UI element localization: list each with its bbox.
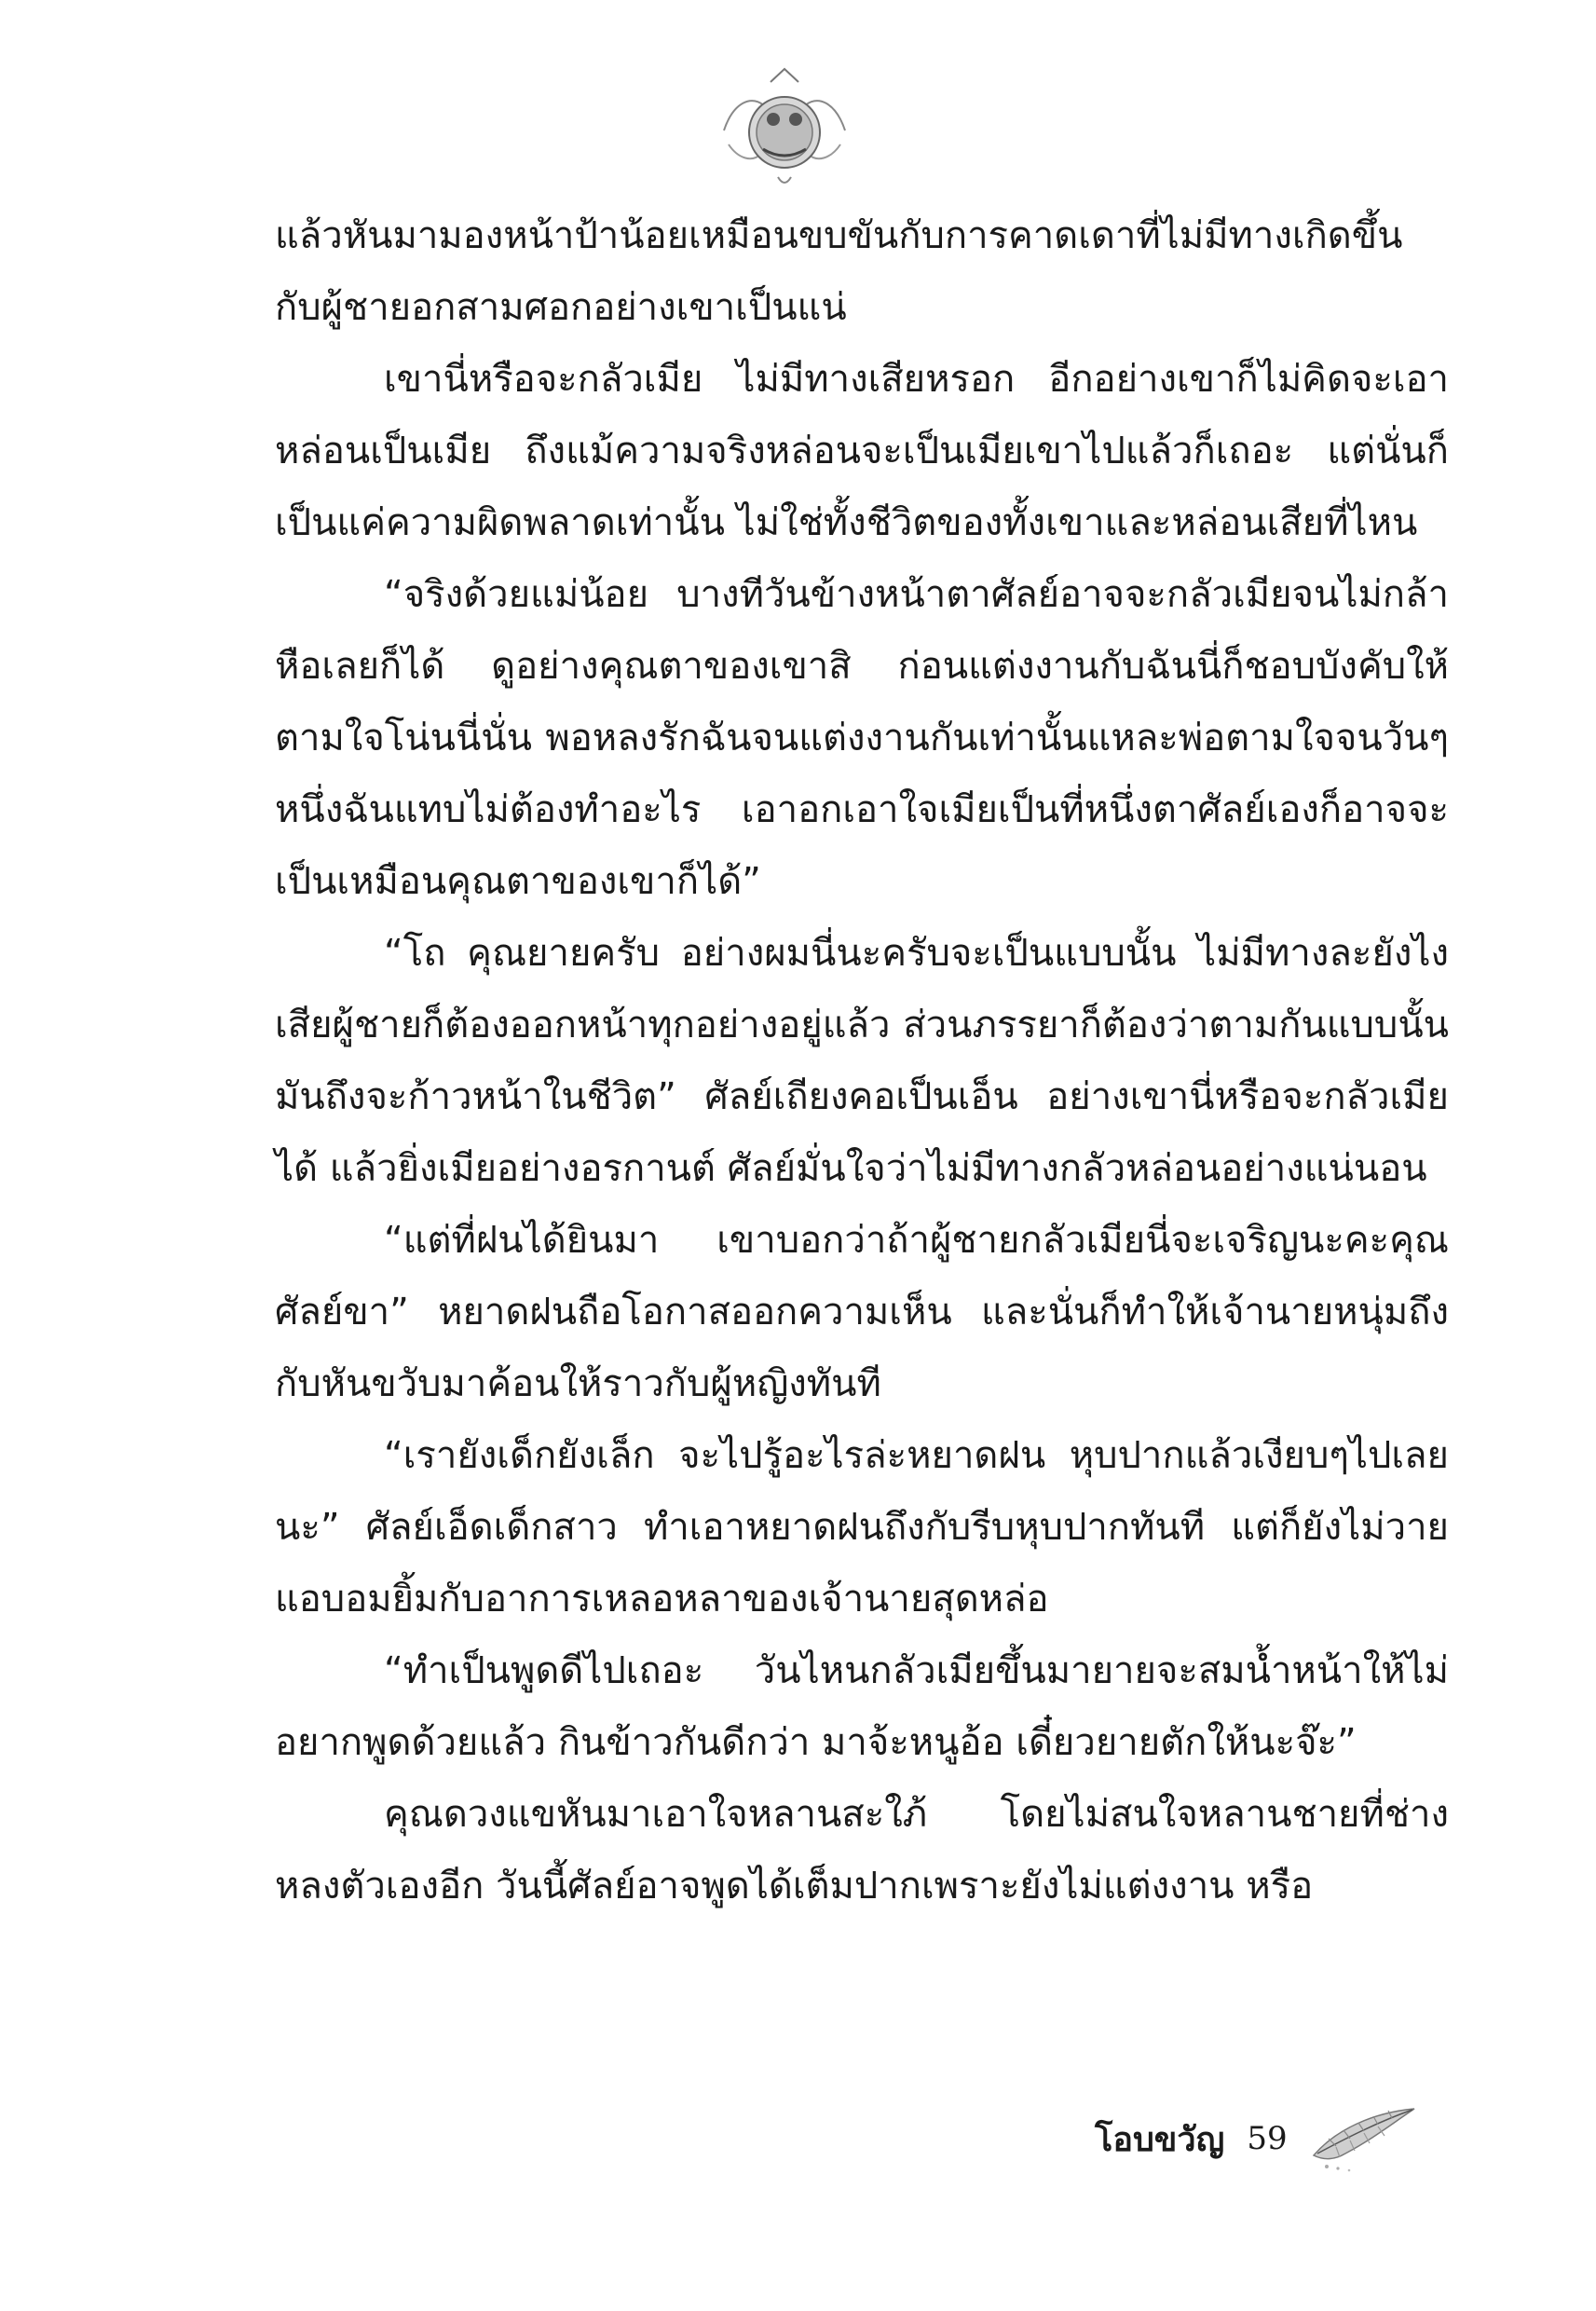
paragraph: คุณดวงแขหันมาเอาใจหลานสะใภ้ โดยไม่สนใจหลานชายที่ช่างหลงตัวเองอีก วันนี้ศัลย์อาจพูดได้เต็มปากเพราะยังไม่แต่งงาน หรือ: [275, 1793, 1449, 1908]
paragraph: “โถ คุณยายครับ อย่างผมนี่นะครับจะเป็นแบบนั้น ไม่มีทางละยังไงเสียผู้ชายก็ต้องออกหน้าทุกอย่างอยู่แล้ว ส่วนภรรยาก็ต้องว่าตามกันแบบนั้นมันถึงจะก้าวหน้าในชีวิต” ศัลย์เถียงคอเป็นเอ็น อย่างเขานี่หรือจะกลัวเมียได้ แล้วยิ่งเมียอย่างอรกานต์ ศัลย์มั่นใจว่าไม่มีทางกลัวหล่อนอย่างแน่นอน: [275, 932, 1449, 1190]
page-number: 59: [1247, 2120, 1288, 2157]
paragraph: “จริงด้วยแม่น้อย บางทีวันข้างหน้าตาศัลย์อาจจะกลัวเมียจนไม่กล้าหือเลยก็ได้ ดูอย่างคุณตาของเขาสิ ก่อนแต่งงานกับฉันนี่ก็ชอบบังคับให้ตามใจโน่นนี่นั่น พอหลงรักฉันจนแต่งงานกันเท่านั้นแหละพ่อตามใจจนวันๆ หนึ่งฉันแทบไม่ต้องทำอะไร เอาอกเอาใจเมียเป็นที่หนึ่งตาศัลย์เองก็อาจจะเป็นเหมือนคุณตาของเขาก็ได้”: [275, 573, 1449, 903]
body-text: [275, 200, 1449, 1922]
page-footer: [1095, 2097, 1467, 2181]
feather-decoration-icon: [1308, 2101, 1420, 2176]
paragraph: “ทำเป็นพูดดีไปเถอะ วันไหนกลัวเมียขึ้นมายายจะสมน้ำหน้าให้ไม่อยากพูดด้วยแล้ว กินข้าวกันดีกว่า มาจ้ะหนูอ้อ เดี๋ยวยายตักให้นะจ๊ะ”: [275, 1649, 1449, 1764]
paragraph: แล้วหันมามองหน้าป้าน้อยเหมือนขบขันกับการคาดเดาที่ไม่มีทางเกิดขึ้นกับผู้ชายอกสามศอกอย่างเขาเป็นแน่: [275, 214, 1403, 329]
paragraph: “แต่ที่ฝนได้ยินมา เขาบอกว่าถ้าผู้ชายกลัวเมียนี่จะเจริญนะคะคุณศัลย์ขา” หยาดฝนถือโอกาสออกความเห็น และนั่นก็ทำให้เจ้านายหนุ่มถึงกับหันขวับมาค้อนให้ราวกับผู้หญิงทันที: [275, 1219, 1449, 1405]
book-title: โอบขวัญ: [1095, 2120, 1225, 2159]
paragraph: เขานี่หรือจะกลัวเมีย ไม่มีทางเสียหรอก อีกอย่างเขาก็ไม่คิดจะเอาหล่อนเป็นเมีย ถึงแม้ความจริงหล่อนจะเป็นเมียเขาไปแล้วก็เถอะ แต่นั่นก็เป็นแค่ความผิดพลาดเท่านั้น ไม่ใช่ทั้งชีวิตของทั้งเขาและหล่อนเสียที่ไหน: [275, 358, 1449, 544]
paragraph: “เรายังเด็กยังเล็ก จะไปรู้อะไรล่ะหยาดฝน หุบปากแล้วเงียบๆไปเลยนะ” ศัลย์เอ็ดเด็กสาว ทำเอาหยาดฝนถึงกับรีบหุบปากทันที แต่ก็ยังไม่วายแอบอมยิ้มกับอาการเหลอหลาของเจ้านายสุดหล่อ: [275, 1434, 1449, 1620]
emblem-logo-icon: [715, 65, 854, 196]
